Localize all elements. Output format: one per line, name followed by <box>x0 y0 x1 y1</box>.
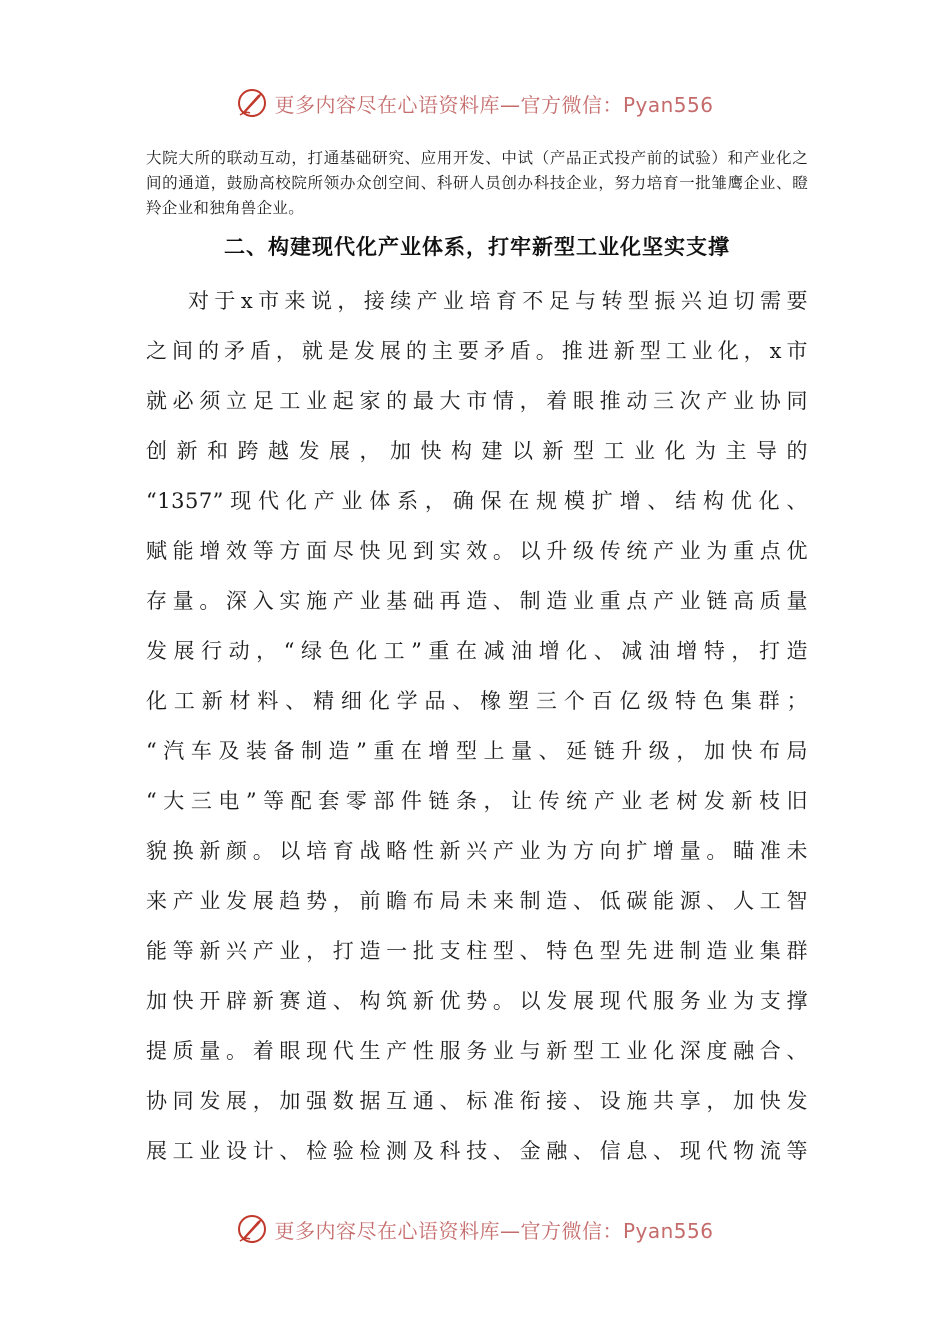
body-line: 就必须立足工业起家的最大市情，着眼推动三次产业协同 <box>146 389 808 413</box>
body-line: 发展行动，“绿色化工”重在减油增化、减油增特，打造 <box>146 639 808 663</box>
body-line: 协同发展，加强数据互通、标准衔接、设施共享，加快发 <box>146 1089 808 1113</box>
header-banner-text: 更多内容尽在心语资料库—官方微信：Pyan556 <box>274 92 714 117</box>
body-line: 对于x市来说，接续产业培育不足与转型振兴迫切需要 <box>188 289 808 313</box>
body-line: “汽车及装备制造”重在增型上量、延链升级，加快布局 <box>146 739 808 763</box>
quill-pen-logo-icon <box>236 87 268 119</box>
body-line: 来产业发展趋势，前瞻布局未来制造、低碳能源、人工智 <box>146 889 808 913</box>
body-line: 展工业设计、检验检测及科技、金融、信息、现代物流等 <box>146 1139 808 1163</box>
intro-paragraph: 大院大所的联动互动，打通基础研究、应用开发、中试（产品正式投产前的试验）和产业化之间的通道，鼓励高校院所领办众创空间、科研人员创办科技企业，努力培育一批雏鹰企业、瞪羚企业和独角兽企业。 <box>146 149 808 217</box>
body-line: 创新和跨越发展，加快构建以新型工业化为主导的 <box>146 439 808 463</box>
section-heading: 二、构建现代化产业体系，打牢新型工业化坚实支撑 <box>224 235 730 259</box>
body-line: 加快开辟新赛道、构筑新优势。以发展现代服务业为支撑 <box>146 989 808 1013</box>
body-line: “1357”现代化产业体系，确保在规模扩增、结构优化、 <box>146 489 808 513</box>
body-line: 存量。深入实施产业基础再造、制造业重点产业链高质量 <box>146 589 808 613</box>
body-paragraph <box>146 276 808 1176</box>
header-banner <box>0 83 950 123</box>
body-line: 能等新兴产业，打造一批支柱型、特色型先进制造业集群 <box>146 939 808 963</box>
footer-banner-text: 更多内容尽在心语资料库—官方微信：Pyan556 <box>274 1218 714 1243</box>
body-line: 提质量。着眼现代生产性服务业与新型工业化深度融合、 <box>146 1039 808 1063</box>
quill-pen-logo-icon <box>236 1213 268 1245</box>
body-line: 貌换新颜。以培育战略性新兴产业为方向扩增量。瞄准未 <box>146 839 808 863</box>
body-line: 之间的矛盾，就是发展的主要矛盾。推进新型工业化，x市 <box>146 339 808 363</box>
footer-banner <box>0 1209 950 1249</box>
body-line: 化工新材料、精细化学品、橡塑三个百亿级特色集群； <box>146 689 808 713</box>
body-line: “大三电”等配套零部件链条，让传统产业老树发新枝旧 <box>146 789 808 813</box>
body-line: 赋能增效等方面尽快见到实效。以升级传统产业为重点优 <box>146 539 808 563</box>
